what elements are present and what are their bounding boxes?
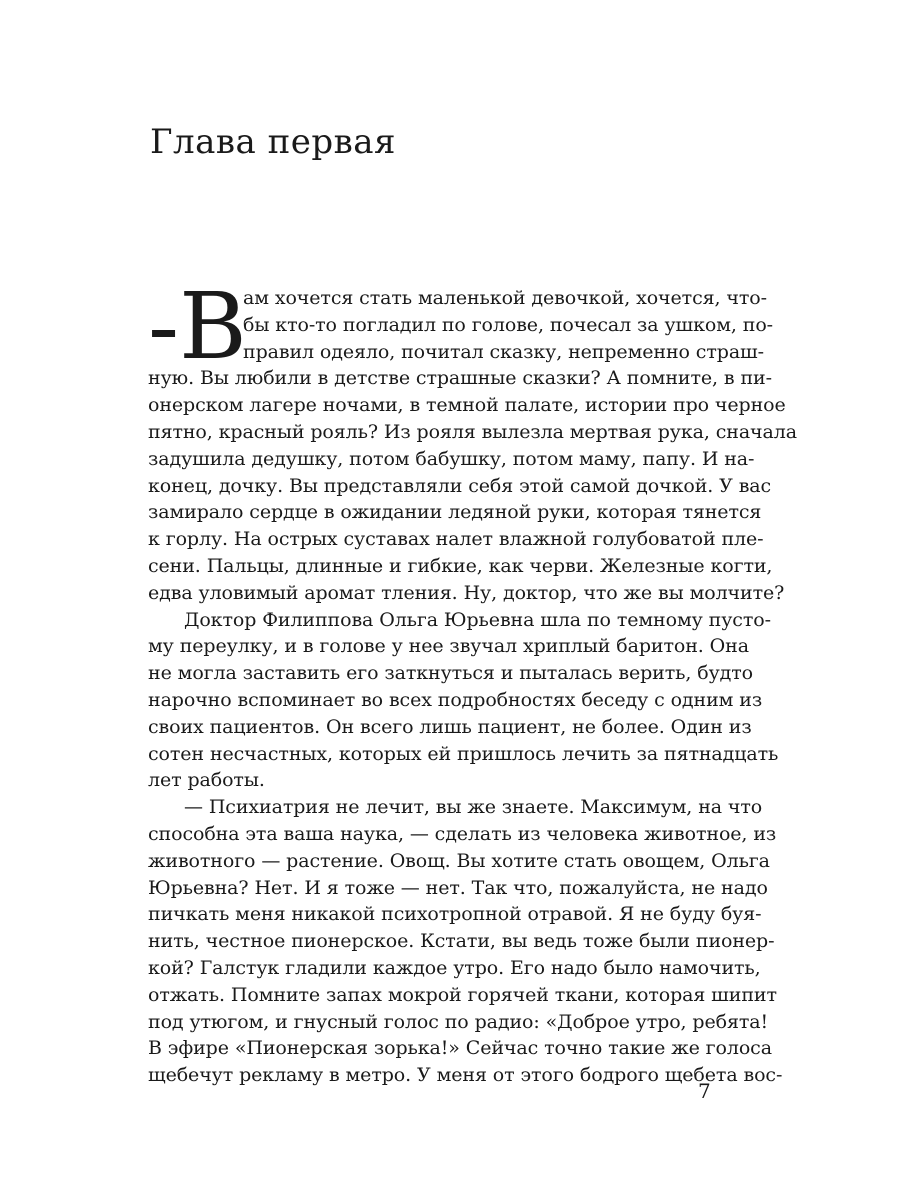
body-text xyxy=(148,273,797,1089)
text-line: конец, дочку. Вы представляли себя этой самой дочкой. У вас xyxy=(148,474,772,497)
text-line: лет работы. xyxy=(148,769,265,792)
text-line: ную. Вы любили в детстве страшные сказки? А помните, в пи- xyxy=(148,367,772,390)
text-line: В эфире «Пионерская зорька!» Сейчас точно такие же голоса xyxy=(148,1037,772,1060)
text-line: му переулку, и в голове у нее звучал хриплый баритон. Она xyxy=(148,635,749,658)
page-number: 7 xyxy=(698,1079,711,1103)
text-line: пичкать меня никакой психотропной отравой. Я не буду буя- xyxy=(148,903,762,926)
text-line: отжать. Помните запах мокрой горячей ткани, которая шипит xyxy=(148,983,777,1006)
text-line: онерском лагере ночами, в темной палате, истории про черное xyxy=(148,394,786,417)
text-line: кой? Галстук гладили каждое утро. Его надо было намочить, xyxy=(148,956,761,979)
text-line: к горлу. На острых суставах налет влажной голубоватой пле- xyxy=(148,528,764,551)
text-line: Юрьевна? Нет. И я тоже — нет. Так что, пожалуйста, не надо xyxy=(148,876,768,899)
text-line: под утюгом, и гнусный голос по радио: «Доброе утро, ребята! xyxy=(148,1010,769,1033)
text-line: пятно, красный рояль? Из рояля вылезла мертвая рука, сначала xyxy=(148,420,797,443)
text-line: ам хочется стать маленькой девочкой, хочется, что- xyxy=(243,287,767,309)
chapter-title: Глава первая xyxy=(150,122,397,162)
text-line: сотен несчастных, которых ей пришлось лечить за пятнадцать xyxy=(148,742,779,765)
text-line: не могла заставить его заткнуться и пыталась верить, будто xyxy=(148,662,754,685)
text-line: своих пациентов. Он всего лишь пациент, не более. Один из xyxy=(148,715,752,738)
text-line: Доктор Филиппова Ольга Юрьевна шла по темному пусто- xyxy=(184,608,771,631)
text-line: способна эта ваша наука, — сделать из человека животное, из xyxy=(148,822,777,845)
text-line: замирало сердце в ожидании ледяной руки, которая тянется xyxy=(148,501,762,524)
text-line: щебечут рекламу в метро. У меня от этого бодрого щебета вос- xyxy=(148,1064,783,1087)
text-line: задушила дедушку, потом бабушку, потом маму, папу. И на- xyxy=(148,447,755,470)
drop-cap: -В xyxy=(148,273,247,380)
text-line: нить, честное пионерское. Кстати, вы ведь тоже были пионер- xyxy=(148,930,775,953)
text-line: животного — растение. Овощ. Вы хотите стать овощем, Ольга xyxy=(148,849,770,872)
text-line: — Психиатрия не лечит, вы же знаете. Максимум, на что xyxy=(184,796,763,819)
text-line: сени. Пальцы, длинные и гибкие, как черви. Железные когти, xyxy=(148,554,773,577)
text-line: едва уловимый аромат тления. Ну, доктор, что же вы молчите? xyxy=(148,581,785,604)
text-line: правил одеяло, почитал сказку, непременно страш- xyxy=(243,340,764,363)
text-line: нарочно вспоминает во всех подробностях беседу с одним из xyxy=(148,688,763,711)
text-line: бы кто-то погладил по голове, почесал за ушком, по- xyxy=(243,313,773,336)
